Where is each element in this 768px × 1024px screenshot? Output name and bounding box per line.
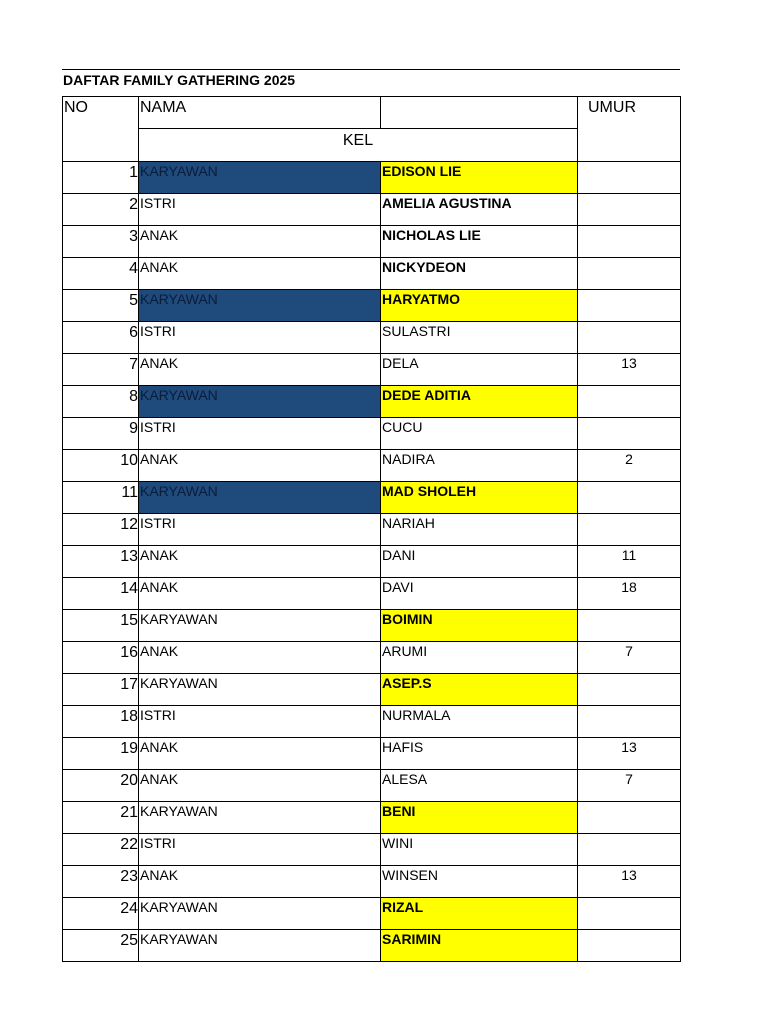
cell-no[interactable]: 12 (63, 514, 139, 546)
table-row (63, 930, 681, 962)
table-row (63, 418, 681, 450)
cell-kel[interactable]: KARYAWAN (139, 482, 381, 514)
cell-kel[interactable]: KARYAWAN (139, 162, 381, 194)
cell-no[interactable]: 7 (63, 354, 139, 386)
cell-umur[interactable] (578, 290, 681, 322)
cell-kel[interactable]: ANAK (139, 642, 381, 674)
table-row (63, 258, 681, 290)
header-umur[interactable]: UMUR (578, 97, 681, 162)
cell-no[interactable]: 8 (63, 386, 139, 418)
cell-no[interactable]: 14 (63, 578, 139, 610)
table-row (63, 770, 681, 802)
cell-no[interactable]: 20 (63, 770, 139, 802)
table-row (63, 482, 681, 514)
cell-kel[interactable]: ISTRI (139, 418, 381, 450)
cell-no[interactable]: 21 (63, 802, 139, 834)
cell-umur[interactable] (578, 898, 681, 930)
cell-nama[interactable]: WINSEN (381, 866, 578, 898)
cell-umur[interactable] (578, 706, 681, 738)
table-row (63, 162, 681, 194)
cell-no[interactable]: 10 (63, 450, 139, 482)
cell-no[interactable]: 16 (63, 642, 139, 674)
cell-nama[interactable]: SARIMIN (381, 930, 578, 962)
cell-umur[interactable] (578, 674, 681, 706)
table-row (63, 450, 681, 482)
cell-kel[interactable]: ISTRI (139, 194, 381, 226)
table-row (63, 642, 681, 674)
cell-no[interactable]: 24 (63, 898, 139, 930)
cell-umur[interactable]: 18 (578, 578, 681, 610)
cell-no[interactable]: 19 (63, 738, 139, 770)
cell-nama[interactable]: NADIRA (381, 450, 578, 482)
cell-nama[interactable]: HAFIS (381, 738, 578, 770)
cell-umur[interactable] (578, 386, 681, 418)
table-row (63, 834, 681, 866)
cell-nama[interactable]: EDISON LIE (381, 162, 578, 194)
cell-kel[interactable]: KARYAWAN (139, 674, 381, 706)
cell-umur[interactable]: 11 (578, 546, 681, 578)
header-nama[interactable]: NAMA (139, 97, 381, 129)
cell-kel[interactable]: KARYAWAN (139, 386, 381, 418)
cell-nama[interactable]: ASEP.S (381, 674, 578, 706)
cell-nama[interactable]: MAD SHOLEH (381, 482, 578, 514)
table-row (63, 226, 681, 258)
cell-kel[interactable]: ISTRI (139, 834, 381, 866)
table-row (63, 578, 681, 610)
cell-umur[interactable]: 13 (578, 354, 681, 386)
cell-umur[interactable] (578, 226, 681, 258)
cell-kel[interactable]: ISTRI (139, 514, 381, 546)
table-row (63, 194, 681, 226)
cell-nama[interactable]: AMELIA AGUSTINA (381, 194, 578, 226)
table-row (63, 290, 681, 322)
cell-no[interactable]: 23 (63, 866, 139, 898)
header-blank[interactable] (381, 97, 578, 129)
table-row (63, 514, 681, 546)
table-row (63, 802, 681, 834)
table-row (63, 866, 681, 898)
cell-no[interactable]: 2 (63, 194, 139, 226)
cell-nama[interactable]: NICKYDEON (381, 258, 578, 290)
spreadsheet (62, 69, 680, 962)
table-row (63, 322, 681, 354)
cell-umur[interactable] (578, 194, 681, 226)
cell-umur[interactable] (578, 258, 681, 290)
cell-nama[interactable]: NURMALA (381, 706, 578, 738)
cell-umur[interactable]: 13 (578, 738, 681, 770)
cell-nama[interactable]: RIZAL (381, 898, 578, 930)
header-row (63, 97, 681, 129)
table-row (63, 610, 681, 642)
cell-no[interactable]: 18 (63, 706, 139, 738)
cell-nama[interactable]: WINI (381, 834, 578, 866)
cell-umur[interactable] (578, 834, 681, 866)
cell-nama[interactable]: DEDE ADITIA (381, 386, 578, 418)
cell-kel[interactable]: ANAK (139, 354, 381, 386)
cell-no[interactable]: 11 (63, 482, 139, 514)
cell-no[interactable]: 13 (63, 546, 139, 578)
cell-kel[interactable]: ANAK (139, 258, 381, 290)
cell-nama[interactable]: NARIAH (381, 514, 578, 546)
cell-kel[interactable]: ISTRI (139, 706, 381, 738)
cell-umur[interactable]: 13 (578, 866, 681, 898)
cell-umur[interactable] (578, 322, 681, 354)
table-row (63, 674, 681, 706)
cell-kel[interactable]: ANAK (139, 450, 381, 482)
cell-nama[interactable]: ALESA (381, 770, 578, 802)
cell-kel[interactable]: KARYAWAN (139, 290, 381, 322)
cell-kel[interactable]: ANAK (139, 770, 381, 802)
cell-umur[interactable] (578, 930, 681, 962)
cell-no[interactable]: 15 (63, 610, 139, 642)
cell-umur[interactable]: 2 (578, 450, 681, 482)
cell-no[interactable]: 5 (63, 290, 139, 322)
cell-nama[interactable]: DAVI (381, 578, 578, 610)
cell-nama[interactable]: CUCU (381, 418, 578, 450)
cell-nama[interactable]: DELA (381, 354, 578, 386)
cell-kel[interactable]: ANAK (139, 546, 381, 578)
cell-no[interactable]: 6 (63, 322, 139, 354)
family-table (62, 96, 681, 962)
cell-nama[interactable]: BOIMIN (381, 610, 578, 642)
cell-nama[interactable]: BENI (381, 802, 578, 834)
cell-no[interactable]: 25 (63, 930, 139, 962)
cell-umur[interactable] (578, 162, 681, 194)
cell-umur[interactable] (578, 514, 681, 546)
cell-kel[interactable]: KARYAWAN (139, 802, 381, 834)
cell-umur[interactable]: 7 (578, 642, 681, 674)
cell-nama[interactable]: ARUMI (381, 642, 578, 674)
cell-kel[interactable]: ANAK (139, 866, 381, 898)
cell-nama[interactable]: SULASTRI (381, 322, 578, 354)
cell-no[interactable]: 17 (63, 674, 139, 706)
cell-kel[interactable]: KARYAWAN (139, 930, 381, 962)
table-row (63, 898, 681, 930)
cell-umur[interactable] (578, 418, 681, 450)
table-row (63, 706, 681, 738)
cell-umur[interactable] (578, 610, 681, 642)
header-kel[interactable]: KEL (139, 129, 578, 162)
table-row (63, 386, 681, 418)
cell-no[interactable]: 3 (63, 226, 139, 258)
cell-kel[interactable]: KARYAWAN (139, 610, 381, 642)
cell-no[interactable]: 9 (63, 418, 139, 450)
cell-no[interactable]: 22 (63, 834, 139, 866)
cell-kel[interactable]: ANAK (139, 226, 381, 258)
cell-kel[interactable]: ANAK (139, 578, 381, 610)
table-row (63, 546, 681, 578)
cell-kel[interactable]: ANAK (139, 738, 381, 770)
cell-nama[interactable]: DANI (381, 546, 578, 578)
cell-no[interactable]: 4 (63, 258, 139, 290)
cell-umur[interactable] (578, 482, 681, 514)
cell-no[interactable]: 1 (63, 162, 139, 194)
cell-kel[interactable]: KARYAWAN (139, 898, 381, 930)
cell-nama[interactable]: NICHOLAS LIE (381, 226, 578, 258)
table-row (63, 354, 681, 386)
cell-kel[interactable]: ISTRI (139, 322, 381, 354)
sheet-title[interactable]: DAFTAR FAMILY GATHERING 2025 (62, 69, 680, 96)
table-row (63, 738, 681, 770)
cell-umur[interactable]: 7 (578, 770, 681, 802)
cell-nama[interactable]: HARYATMO (381, 290, 578, 322)
header-no[interactable]: NO (63, 97, 139, 162)
cell-umur[interactable] (578, 802, 681, 834)
